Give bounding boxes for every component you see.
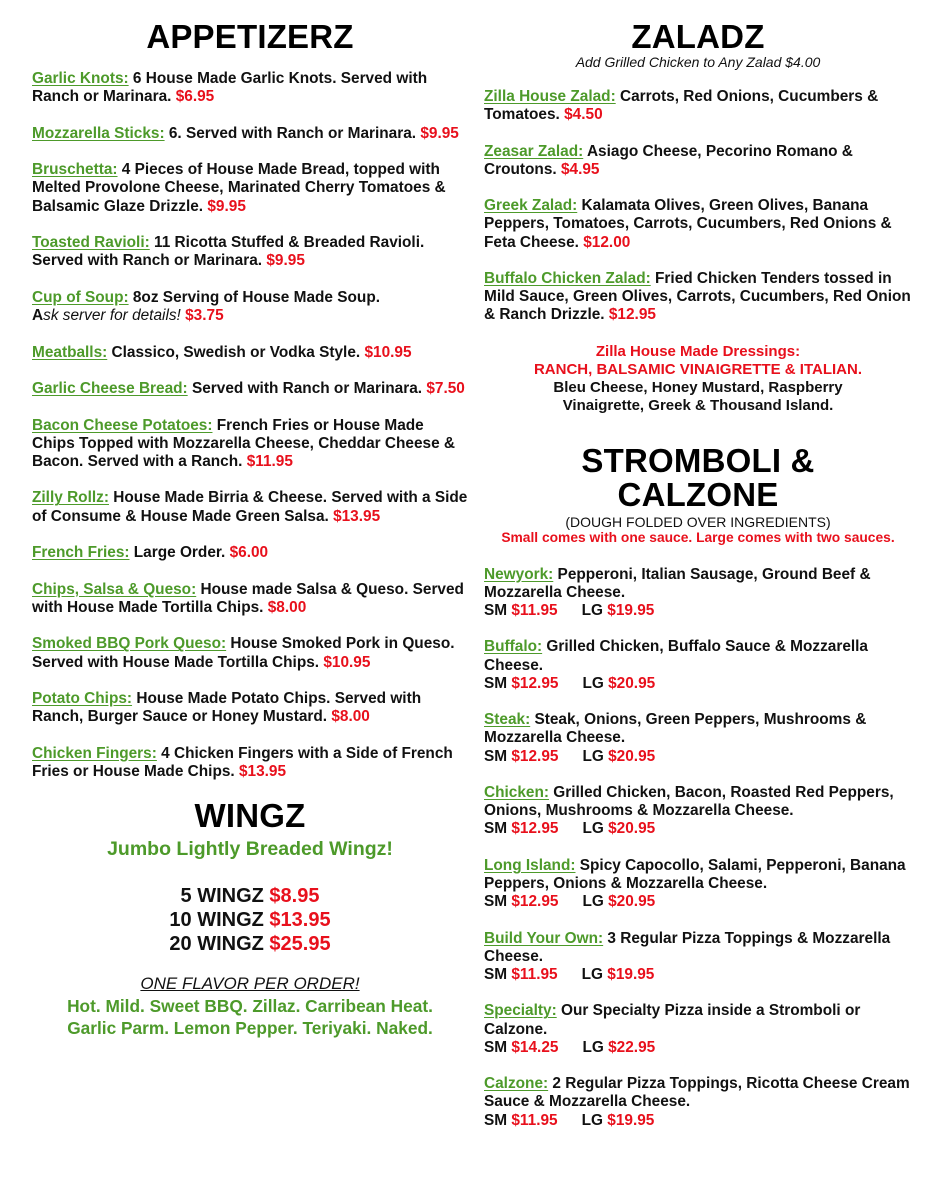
appetizer-name: Meatballs:: [32, 343, 108, 361]
appetizer-name: Mozzarella Sticks:: [32, 124, 165, 142]
stromboli-item: [484, 1002, 912, 1057]
stromboli-desc: Grilled Chicken, Bacon, Roasted Red Peppers, Onions, Mushrooms & Mozzarella Cheese.: [484, 783, 894, 820]
appetizer-name: Potato Chips:: [32, 690, 133, 708]
appetizer-item: [32, 289, 468, 325]
zaladz-heading: ZALADZ: [631, 18, 765, 55]
appetizer-name: Garlic Knots:: [32, 70, 129, 87]
wingz-price: $25.95: [269, 933, 331, 956]
wingz-option: [32, 932, 468, 956]
appetizer-desc: House made Salsa & Queso. Served with House Made Tortilla Chips.: [32, 580, 464, 616]
appetizer-desc: 6 House Made Garlic Knots. Served with Ranch or Marinara.: [32, 70, 428, 106]
dressings-title: Zilla House Made Dressings:: [595, 342, 801, 360]
appetizer-price: $10.95: [364, 343, 412, 361]
appetizer-desc: Served with Ranch or Marinara.: [187, 380, 423, 398]
stromboli-name: Calzone:: [484, 1075, 549, 1093]
appetizer-note-lead: A: [32, 307, 44, 325]
lg-label: LG: [581, 965, 603, 983]
lg-price: $20.95: [608, 747, 656, 765]
lg-label: LG: [581, 1111, 603, 1129]
lg-price: $22.95: [608, 1038, 656, 1056]
sm-label: SM: [484, 747, 508, 765]
stromboli-name: Buffalo:: [484, 638, 543, 656]
zalad-price: $4.50: [564, 106, 603, 124]
zalad-item: [484, 88, 912, 124]
appetizer-name: Chips, Salsa & Queso:: [32, 580, 197, 598]
stromboli-subtitle: (DOUGH FOLDED OVER INGREDIENTS): [565, 513, 831, 530]
lg-price: $19.95: [607, 602, 655, 619]
wingz-options: [32, 884, 468, 956]
appetizer-desc: 6. Served with Ranch or Marinara.: [164, 124, 417, 142]
appetizer-item: [32, 125, 468, 143]
zalad-item: [484, 143, 912, 179]
zalad-desc: Fried Chicken Tenders tossed in Mild Sauce, Green Olives, Carrots, Cucumbers, Red Onion & Ranch Drizzle.: [484, 269, 911, 324]
appetizer-price: $8.00: [267, 598, 307, 616]
appetizer-name: Zilly Rollz:: [32, 489, 109, 507]
appetizer-item: [32, 417, 468, 472]
stromboli-desc: 3 Regular Pizza Toppings & Mozzarella Cheese.: [484, 929, 891, 965]
appetizer-name: Chicken Fingers:: [32, 744, 157, 762]
appetizer-item: [32, 745, 468, 781]
appetizer-price: $3.75: [185, 307, 224, 325]
sm-label: SM: [484, 1111, 508, 1129]
appetizer-desc: 11 Ricotta Stuffed & Breaded Ravioli. Served with Ranch or Marinara.: [32, 234, 425, 270]
appetizer-price: $11.95: [246, 452, 293, 470]
dressings-red: RANCH, BALSAMIC VINAIGRETTE & ITALIAN.: [533, 360, 863, 378]
appetizer-item: [32, 635, 468, 671]
appetizer-item: [32, 581, 468, 617]
appetizer-name: Toasted Ravioli:: [32, 234, 150, 252]
appetizer-desc: House Smoked Pork in Queso. Served with House Made Tortilla Chips.: [32, 635, 455, 671]
appetizer-price: $6.95: [175, 88, 215, 106]
wingz-price: $8.95: [269, 885, 320, 908]
flavor-note: ONE FLAVOR PER ORDER!: [140, 974, 360, 994]
stromboli-desc: Pepperoni, Italian Sausage, Ground Beef & Mozzarella Cheese.: [484, 565, 871, 601]
appetizer-price: $9.95: [420, 124, 459, 142]
appetizer-price: $13.95: [238, 762, 287, 780]
stromboli-desc: 2 Regular Pizza Toppings, Ricotta Cheese Cream Sauce & Mozzarella Cheese.: [484, 1075, 910, 1111]
sm-label: SM: [484, 820, 508, 838]
appetizer-name: Garlic Cheese Bread:: [32, 380, 188, 398]
lg-price: $19.95: [607, 1111, 655, 1129]
lg-label: LG: [582, 820, 604, 838]
stromboli-list: [484, 566, 912, 1130]
appetizer-desc: Large Order.: [129, 544, 226, 562]
stromboli-desc: Grilled Chicken, Buffalo Sauce & Mozzarella Cheese.: [484, 638, 868, 674]
sm-price: $12.95: [511, 820, 559, 838]
stromboli-name: Steak:: [484, 711, 531, 729]
left-column: [32, 0, 468, 1039]
stromboli-item: [484, 930, 912, 985]
appetizer-item: [32, 234, 468, 270]
zalad-price: $4.95: [560, 160, 600, 178]
appetizer-note: sk server for details!: [43, 307, 181, 325]
stromboli-item: [484, 1075, 912, 1130]
zalad-desc: Asiago Cheese, Pecorino Romano & Croutons.: [484, 142, 853, 178]
sm-label: SM: [484, 965, 508, 983]
appetizer-item: [32, 690, 468, 726]
sm-price: $11.95: [511, 602, 558, 619]
appetizer-item: [32, 489, 468, 525]
zalad-name: Buffalo Chicken Zalad:: [484, 269, 651, 287]
sm-price: $12.95: [511, 674, 559, 692]
stromboli-desc: Steak, Onions, Green Peppers, Mushrooms & Mozzarella Cheese.: [484, 711, 867, 747]
appetizer-item: [32, 161, 468, 216]
right-column: [484, 0, 912, 1148]
sm-label: SM: [484, 674, 508, 692]
wingz-option: [32, 908, 468, 932]
appetizer-name: Bacon Cheese Potatoes:: [32, 416, 213, 434]
wingz-count: 20 WINGZ: [169, 933, 264, 956]
wingz-heading: WINGZ: [194, 797, 306, 835]
appetizer-price: $9.95: [207, 197, 246, 215]
appetizer-desc: 4 Chicken Fingers with a Side of French Fries or House Made Chips.: [32, 744, 453, 780]
stromboli-item: [484, 711, 912, 766]
wingz-price: $13.95: [269, 909, 331, 932]
stromboli-item: [484, 638, 912, 693]
dressings-other: Bleu Cheese, Honey Mustard, Raspberry Vinaigrette, Greek & Thousand Island.: [553, 379, 843, 415]
zalad-price: $12.00: [583, 233, 631, 251]
dressings-block: [484, 343, 912, 416]
appetizer-desc: 4 Pieces of House Made Bread, topped with Melted Provolone Cheese, Marinated Cherry Tomatoes & Balsamic Glaze Drizzle.: [32, 161, 446, 215]
appetizers-heading: APPETIZERZ: [146, 18, 354, 55]
lg-label: LG: [581, 602, 603, 619]
sm-label: SM: [484, 602, 508, 619]
stromboli-desc: Our Specialty Pizza inside a Stromboli or Calzone.: [484, 1002, 861, 1038]
appetizer-name: Bruschetta:: [32, 161, 118, 179]
zalad-item: [484, 197, 912, 252]
stromboli-desc: Spicy Capocollo, Salami, Pepperoni, Banana Peppers, Onions & Mozzarella Cheese.: [484, 856, 906, 892]
lg-label: LG: [582, 674, 604, 692]
stromboli-item: [484, 566, 912, 621]
appetizer-item: [32, 544, 468, 562]
flavors-line-1: Hot. Mild. Sweet BBQ. Zillaz. Carribean Heat.: [67, 996, 433, 1017]
stromboli-item: [484, 857, 912, 912]
sm-price: $12.95: [511, 893, 559, 911]
stromboli-name: Long Island:: [484, 856, 576, 874]
sm-price: $11.95: [511, 965, 558, 983]
zalad-item: [484, 270, 912, 325]
appetizer-desc: House Made Potato Chips. Served with Ranch, Burger Sauce or Honey Mustard.: [32, 690, 422, 726]
stromboli-name: Newyork:: [484, 565, 554, 583]
wingz-option: [32, 884, 468, 908]
lg-price: $20.95: [608, 674, 656, 692]
wingz-count: 5 WINGZ: [180, 885, 264, 908]
lg-price: $19.95: [607, 965, 655, 983]
appetizer-price: $10.95: [323, 653, 371, 671]
wingz-subtitle: Jumbo Lightly Breaded Wingz!: [107, 838, 393, 861]
sauce-note: Small comes with one sauce. Large comes with two sauces.: [501, 529, 895, 545]
appetizer-desc: Classico, Swedish or Vodka Style.: [107, 343, 361, 361]
appetizer-price: $8.00: [331, 708, 370, 726]
appetizer-price: $13.95: [333, 507, 381, 525]
appetizer-price: $6.00: [229, 544, 269, 562]
appetizer-price: $7.50: [426, 380, 465, 398]
sm-price: $14.25: [511, 1038, 559, 1056]
appetizer-desc: House Made Birria & Cheese. Served with a Side of Consume & House Made Green Salsa.: [32, 489, 468, 525]
appetizer-item: [32, 380, 468, 398]
lg-label: LG: [582, 747, 604, 765]
stromboli-item: [484, 784, 912, 839]
appetizer-item: [32, 344, 468, 362]
zalad-price: $12.95: [608, 306, 656, 324]
zalad-desc: Carrots, Red Onions, Cucumbers & Tomatoes.: [484, 88, 879, 124]
stromboli-heading-line-2: CALZONE: [617, 475, 779, 513]
zaladz-list: [484, 88, 912, 325]
sm-label: SM: [484, 893, 508, 911]
zalad-name: Zeasar Zalad:: [484, 142, 584, 160]
wingz-count: 10 WINGZ: [169, 909, 264, 932]
stromboli-name: Build Your Own:: [484, 929, 604, 947]
sm-price: $12.95: [511, 747, 559, 765]
appetizers-list: [32, 70, 468, 781]
zalad-desc: Kalamata Olives, Green Olives, Banana Peppers, Tomatoes, Carrots, Cucumbers, Red Onions & Feta Cheese.: [484, 197, 892, 251]
lg-label: LG: [582, 893, 604, 911]
zalad-name: Greek Zalad:: [484, 197, 578, 215]
appetizer-desc: French Fries or House Made Chips Topped with Mozzarella Cheese, Cheddar Cheese & Bacon. Served with a Ranch.: [32, 416, 456, 470]
zaladz-subtitle: Add Grilled Chicken to Any Zalad $4.00: [575, 54, 821, 70]
appetizer-desc: 8oz Serving of House Made Soup.: [128, 288, 381, 306]
stromboli-name: Specialty:: [484, 1002, 557, 1020]
appetizer-name: Smoked BBQ Pork Queso:: [32, 635, 227, 653]
lg-price: $20.95: [608, 820, 656, 838]
zalad-name: Zilla House Zalad:: [484, 88, 616, 105]
appetizer-item: [32, 70, 468, 106]
stromboli-name: Chicken:: [484, 783, 549, 801]
stromboli-heading-line-1: STROMBOLI &: [581, 441, 815, 479]
appetizer-price: $9.95: [266, 252, 305, 270]
appetizer-name: Cup of Soup:: [32, 288, 129, 306]
appetizer-name: French Fries:: [32, 544, 130, 562]
lg-price: $20.95: [608, 893, 656, 911]
lg-label: LG: [582, 1038, 604, 1056]
flavors-line-2: Garlic Parm. Lemon Pepper. Teriyaki. Naked.: [67, 1018, 433, 1039]
sm-price: $11.95: [511, 1111, 558, 1129]
sm-label: SM: [484, 1038, 508, 1056]
